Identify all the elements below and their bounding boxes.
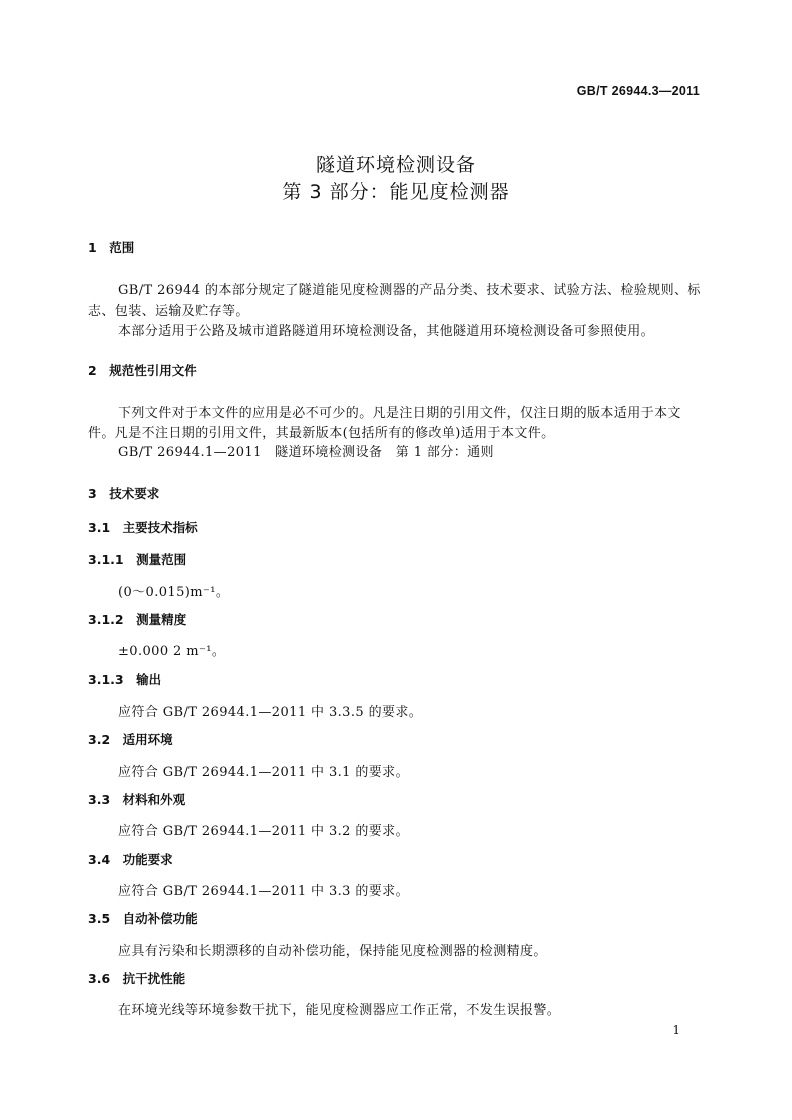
subsection-heading-3-2: 3.2 适用环境 (88, 732, 173, 747)
subsection-heading-3-1-1: 3.1.1 测量范围 (88, 552, 187, 567)
subsection-heading-3-5: 3.5 自动补偿功能 (88, 911, 198, 926)
environment-requirement: 应符合 GB/T 26944.1—2011 中 3.1 的要求。 (118, 765, 409, 780)
subsection-heading-3-1-2: 3.1.2 测量精度 (88, 612, 187, 627)
subsection-heading-3-1-3: 3.1.3 输出 (88, 672, 162, 687)
reference-item: GB/T 26944.1—2011 隧道环境检测设备 第 1 部分：通则 (118, 445, 494, 460)
standard-number: GB/T 26944.3—2011 (576, 84, 700, 98)
interference-requirement: 在环境光线等环境参数干扰下，能见度检测器应工作正常，不发生误报警。 (118, 1003, 561, 1018)
references-paragraph-line1: 下列文件对于本文件的应用是必不可少的。凡是注日期的引用文件，仅注日期的版本适用于本文 (118, 406, 681, 421)
section-heading-technical-requirements: 3 技术要求 (88, 486, 160, 501)
measurement-range-value: (0～0.015)m⁻¹。 (118, 585, 230, 600)
function-requirement: 应符合 GB/T 26944.1—2011 中 3.3 的要求。 (118, 884, 409, 899)
subsection-heading-3-4: 3.4 功能要求 (88, 852, 173, 867)
scope-paragraph-2: 本部分适用于公路及城市道路隧道用环境检测设备，其他隧道用环境检测设备可参照使用。 (118, 324, 655, 339)
page-number: 1 (672, 1023, 680, 1037)
material-requirement: 应符合 GB/T 26944.1—2011 中 3.2 的要求。 (118, 824, 409, 839)
scope-paragraph-line1: GB/T 26944 的本部分规定了隧道能见度检测器的产品分类、技术要求、试验方法、检验规则、标 (118, 283, 701, 298)
compensation-requirement: 应具有污染和长期漂移的自动补偿功能，保持能见度检测器的检测精度。 (118, 944, 547, 959)
subsection-heading-3-1: 3.1 主要技术指标 (88, 520, 198, 535)
subsection-heading-3-6: 3.6 抗干扰性能 (88, 971, 186, 986)
subsection-heading-3-3: 3.3 材料和外观 (88, 792, 186, 807)
output-requirement: 应符合 GB/T 26944.1—2011 中 3.3.5 的要求。 (118, 705, 423, 720)
section-heading-normative-references: 2 规范性引用文件 (88, 363, 197, 378)
section-heading-scope: 1 范围 (88, 240, 135, 255)
document-subtitle: 第 3 部分：能见度检测器 (282, 181, 510, 203)
measurement-accuracy-value: ±0.000 2 m⁻¹。 (118, 644, 226, 659)
document-title: 隧道环境检测设备 (315, 154, 476, 176)
scope-paragraph-line2: 志、包装、运输及贮存等。 (88, 304, 249, 319)
references-paragraph-line2: 件。凡是不注日期的引用文件，其最新版本(包括所有的修改单)适用于本文件。 (88, 426, 555, 441)
